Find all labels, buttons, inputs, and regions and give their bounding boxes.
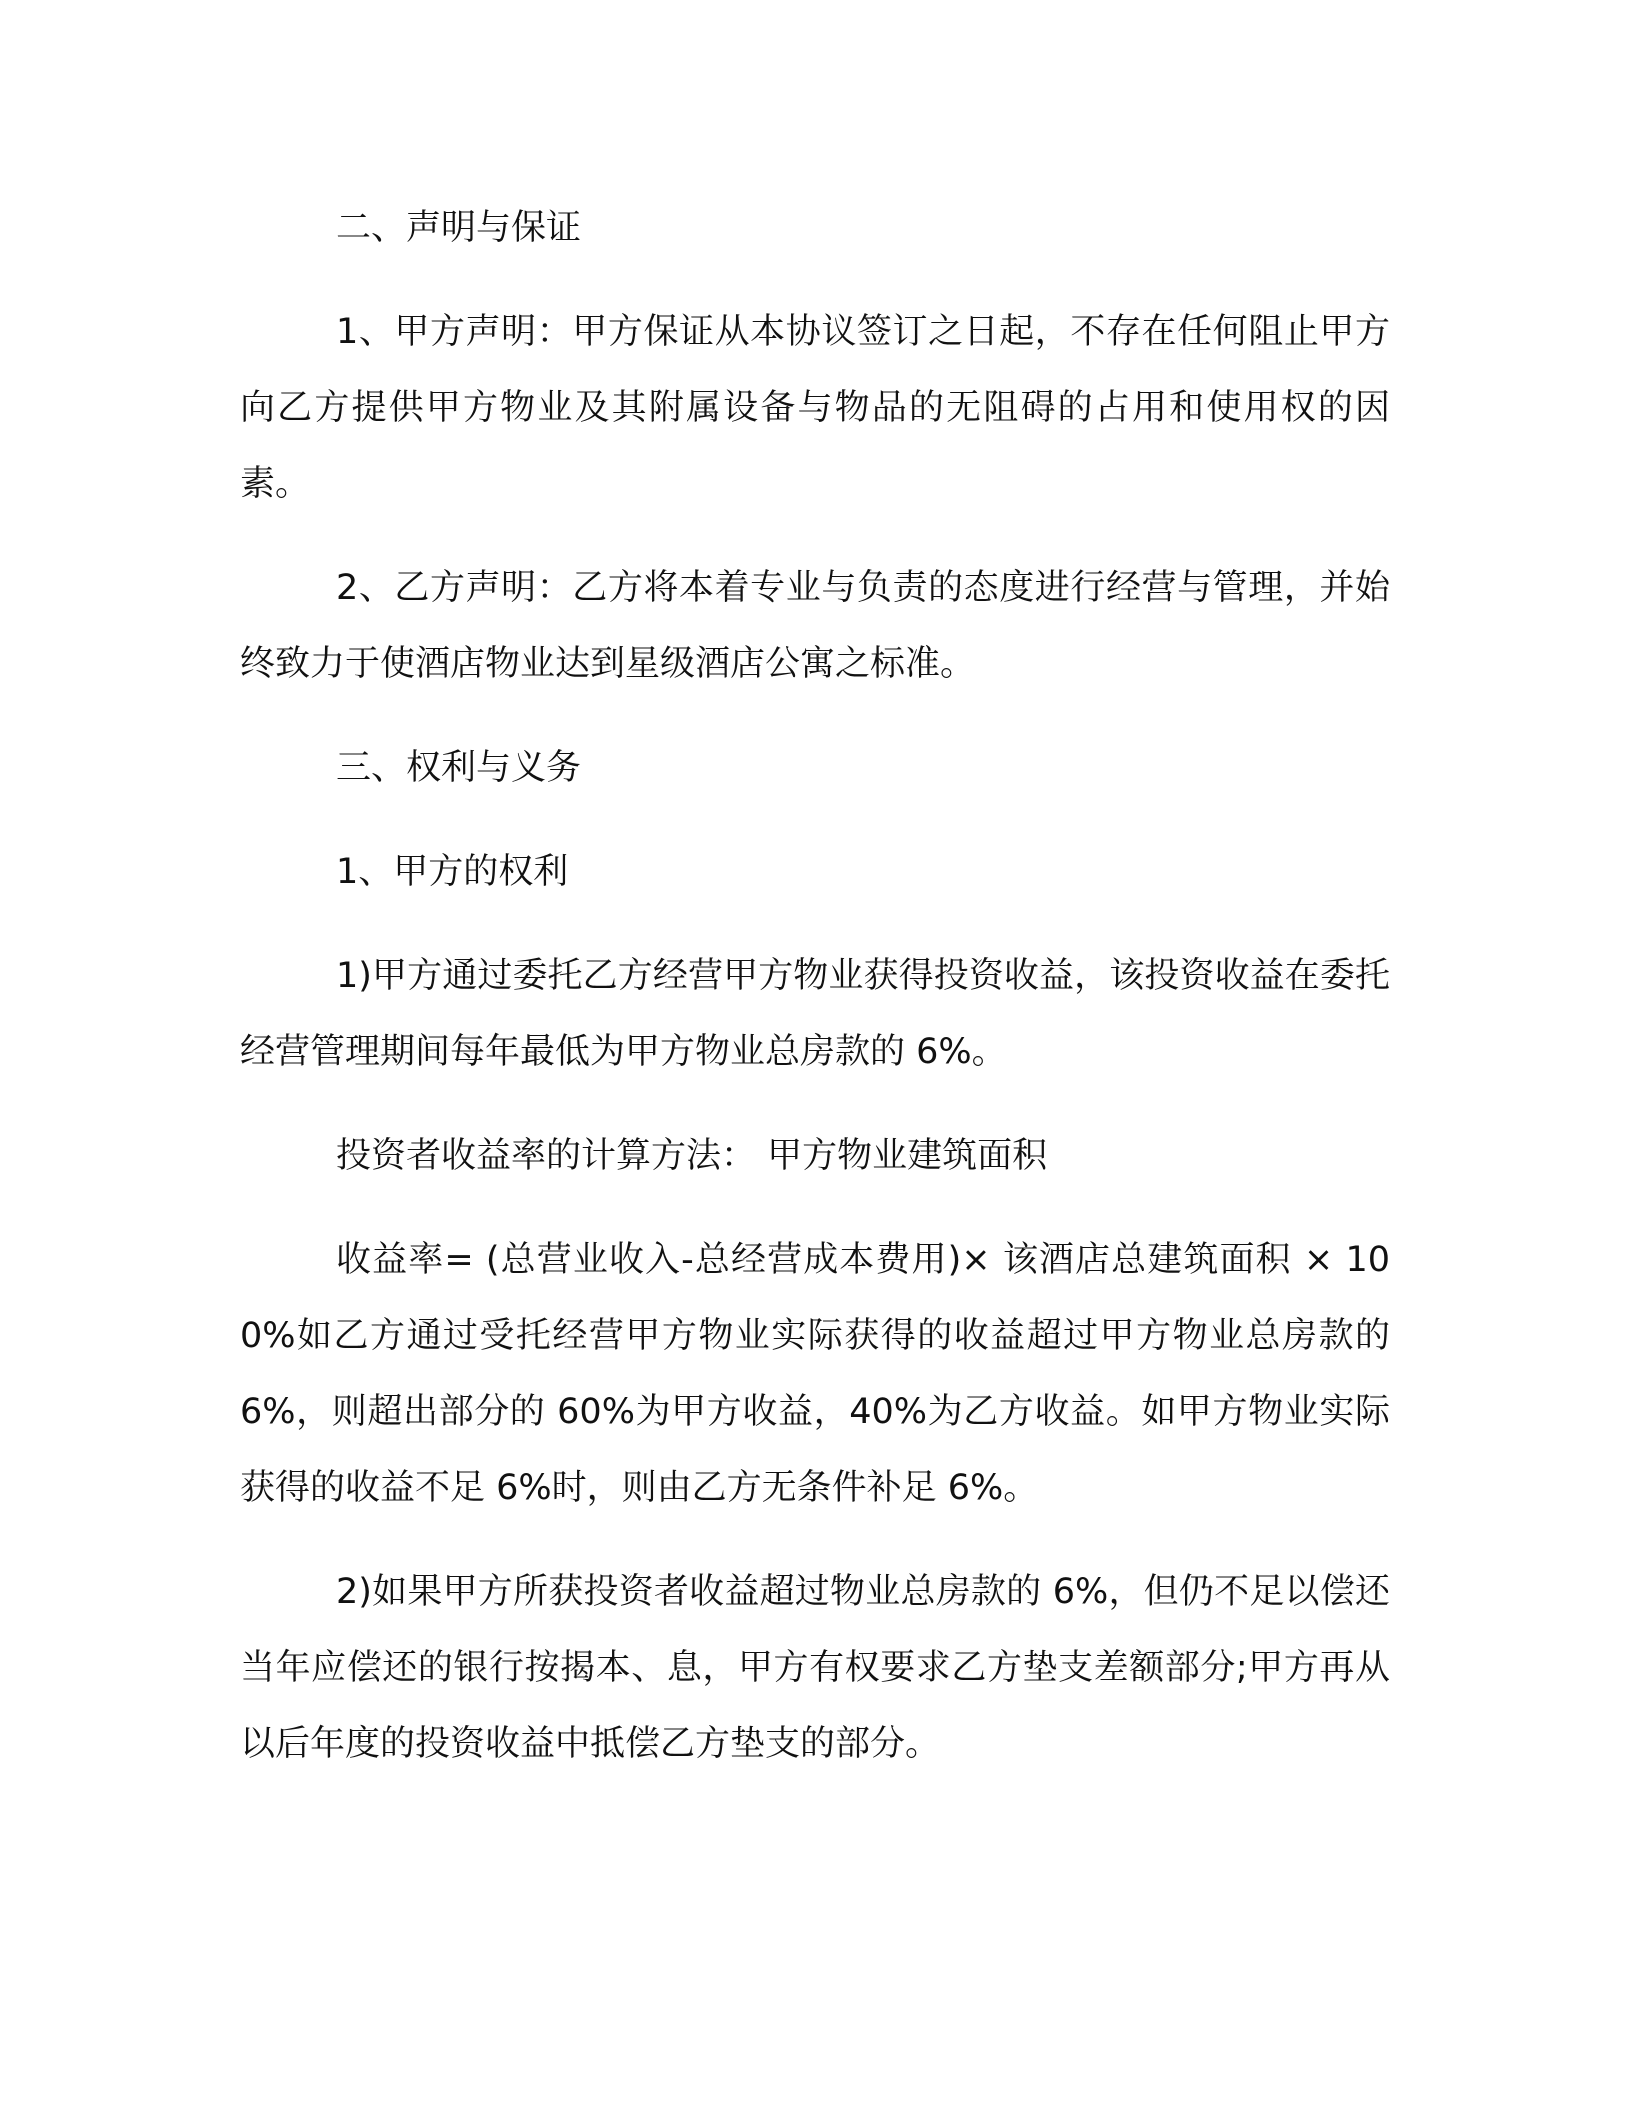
section-heading-declarations: 二、声明与保证 bbox=[336, 208, 582, 248]
paragraph-party-b-declaration: 2、乙方声明：乙方将本着专业与负责的态度进行经营与管理，并始终致力于使酒店物业达到星级酒店公寓之标准。 bbox=[240, 568, 1390, 684]
section-heading-rights-obligations: 三、权利与义务 bbox=[336, 748, 582, 788]
paragraph-formula-title: 投资者收益率的计算方法： 甲方物业建筑面积 bbox=[336, 1136, 1048, 1176]
paragraph-investment-return: 1)甲方通过委托乙方经营甲方物业获得投资收益，该投资收益在委托经营管理期间每年最低为甲方物业总房款的 6%。 bbox=[240, 956, 1390, 1072]
paragraph-return-formula: 收益率= (总营业收入-总经营成本费用)× 该酒店总建筑面积 × 100%如乙方通过受托经营甲方物业实际获得的收益超过甲方物业总房款的 6%，则超出部分的 60%为甲方收益，40%为乙方收益。如甲方物业实际获得的收益不足 6%时，则由乙方无条件补足 6%。 bbox=[240, 1240, 1390, 1508]
document-body bbox=[240, 190, 1390, 1810]
subheading-party-a-rights: 1、甲方的权利 bbox=[336, 852, 569, 892]
paragraph-party-a-declaration: 1、甲方声明：甲方保证从本协议签订之日起，不存在任何阻止甲方向乙方提供甲方物业及其附属设备与物品的无阻碍的占用和使用权的因素。 bbox=[240, 312, 1390, 504]
paragraph-mortgage-advance: 2)如果甲方所获投资者收益超过物业总房款的 6%，但仍不足以偿还当年应偿还的银行按揭本、息，甲方有权要求乙方垫支差额部分;甲方再从以后年度的投资收益中抵偿乙方垫支的部分。 bbox=[240, 1572, 1390, 1764]
